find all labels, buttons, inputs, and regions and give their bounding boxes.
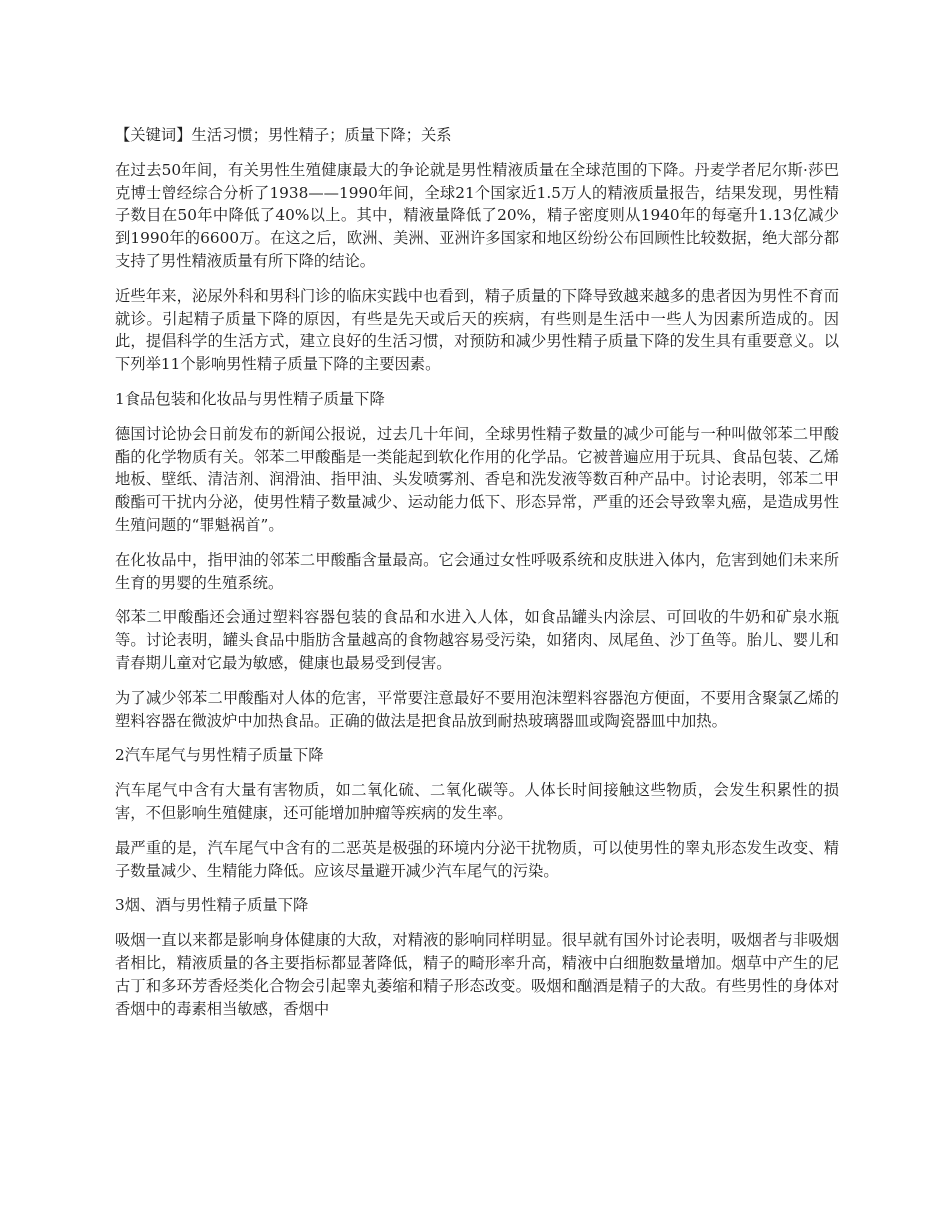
paragraph-section1-1: 德国讨论协会日前发布的新闻公报说，过去几十年间，全球男性精子数量的减少可能与一种叫做邻苯二甲酸酯的化学物质有关。邻苯二甲酸酯是一类能起到软化作用的化学品。它被普遍应用于玩具、食品包装、乙烯地板、壁纸、清洁剂、润滑油、指甲油、头发喷雾剂、香皂和洗发液等数百种产品中。讨论表明，邻苯二甲酸酯可干扰内分泌，使男性精子数量减少、运动能力低下、形态异常，严重的还会导致睾丸癌，是造成男性生殖问题的“罪魁祸首”。 [115,424,839,534]
section-heading-2: 2汽车尾气与男性精子质量下降 [115,746,324,765]
keywords-line: 【关键词】生活习惯；男性精子；质量下降；关系 [115,126,452,144]
paragraph-section3-1: 吸烟一直以来都是影响身体健康的大敌，对精液的影响同样明显。很早就有国外讨论表明，吸烟者与非吸烟者相比，精液质量的各主要指标都显著降低，精子的畸形率升高，精液中白细胞数量增加。烟草中产生的尼古丁和多环芳香烃类化合物会引起睾丸萎缩和精子形态改变。吸烟和酗酒是精子的大敌。有些男性的身体对香烟中的毒素相当敏感，香烟中 [115,931,839,1018]
section-heading-1: 1食品包装和化妆品与男性精子质量下降 [115,389,385,408]
paragraph-section2-2: 最严重的是，汽车尾气中含有的二恶英是极强的环境内分泌干扰物质，可以使男性的睾丸形态发生改变、精子数量减少、生精能力降低。应该尽量避开减少汽车尾气的污染。 [115,838,839,880]
section-heading-3: 3烟、酒与男性精子质量下降 [115,896,309,915]
document-body [115,124,839,1032]
paragraph-section1-3: 邻苯二甲酸酯还会通过塑料容器包装的食品和水进入人体，如食品罐头内涂层、可回收的牛奶和矿泉水瓶等。讨论表明，罐头食品中脂肪含量越高的食物越容易受污染，如猪肉、凤尾鱼、沙丁鱼等。胎儿、婴儿和青春期儿童对它最为敏感，健康也最易受到侵害。 [115,608,839,672]
paragraph-section1-4: 为了减少邻苯二甲酸酯对人体的危害，平常要注意最好不要用泡沫塑料容器泡方便面，不要用含聚氯乙烯的塑料容器在微波炉中加热食品。正确的做法是把食品放到耐热玻璃器皿或陶瓷器皿中加热。 [115,688,839,730]
paragraph-intro-1: 在过去50年间，有关男性生殖健康最大的争论就是男性精液质量在全球范围的下降。丹麦学者尼尔斯·莎巴克博士曾经综合分析了1938——1990年间，全球21个国家近1.5万人的精液质量报告，结果发现，男性精子数目在50年中降低了40%以上。其中，精液量降低了20%，精子密度则从1940年的每毫升1.13亿减少到1990年的6600万。在这之后，欧洲、美洲、亚洲许多国家和地区纷纷公布回顾性比较数据，绝大部分都支持了男性精液质量有所下降的结论。 [115,160,839,270]
paragraph-section2-1: 汽车尾气中含有大量有害物质，如二氧化硫、二氧化碳等。人体长时间接触这些物质，会发生积累性的损害，不但影响生殖健康，还可能增加肿瘤等疾病的发生率。 [115,781,839,822]
paragraph-section1-2: 在化妆品中，指甲油的邻苯二甲酸酯含量最高。它会通过女性呼吸系统和皮肤进入体内，危害到她们未来所生育的男婴的生殖系统。 [115,550,839,592]
paragraph-intro-2: 近些年来，泌尿外科和男科门诊的临床实践中也看到，精子质量的下降导致越来越多的患者因为男性不育而就诊。引起精子质量下降的原因，有些是先天或后天的疾病，有些则是生活中一些人为因素所造成的。因此，提倡科学的生活方式，建立良好的生活习惯，对预防和减少男性精子质量下降的发生具有重要意义。以下列举11个影响男性精子质量下降的主要因素。 [115,286,839,374]
